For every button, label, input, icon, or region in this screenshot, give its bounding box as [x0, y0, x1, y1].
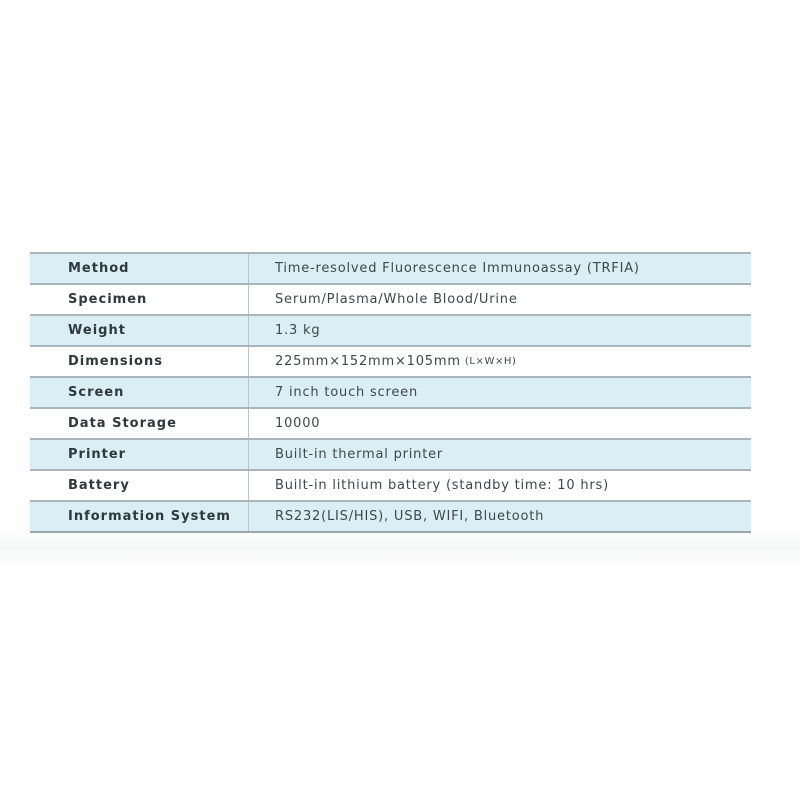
row-label: Screen: [30, 378, 249, 407]
row-label: Printer: [30, 440, 249, 469]
row-value: RS232(LIS/HIS), USB, WIFI, Bluetooth: [275, 509, 545, 524]
row-value: 1.3 kg: [275, 323, 321, 338]
row-label: Specimen: [30, 285, 249, 314]
table-row-battery: [30, 471, 751, 502]
row-value: 7 inch touch screen: [275, 385, 418, 400]
row-label: Method: [30, 254, 249, 283]
row-label: Data Storage: [30, 409, 249, 438]
row-value: 225mm×152mm×105mm: [275, 354, 461, 369]
table-row-information-system: [30, 502, 751, 533]
table-row-specimen: [30, 285, 751, 316]
row-label: Weight: [30, 316, 249, 345]
row-value: Time-resolved Fluorescence Immunoassay (TRFIA): [275, 261, 640, 276]
table-row-method: [30, 254, 751, 285]
row-value: Built-in thermal printer: [275, 447, 444, 462]
table-row-dimensions: [30, 347, 751, 378]
row-value-container: [249, 347, 751, 376]
row-value: Serum/Plasma/Whole Blood/Urine: [275, 292, 518, 307]
table-row-screen: [30, 378, 751, 409]
row-value-suffix: (L×W×H): [464, 356, 517, 367]
spec-table: [30, 252, 751, 533]
row-label: Dimensions: [30, 347, 249, 376]
row-value: 10000: [275, 416, 321, 431]
row-value: Built-in lithium battery (standby time: 10 hrs): [275, 478, 610, 493]
row-label: Battery: [30, 471, 249, 500]
table-row-weight: [30, 316, 751, 347]
row-label: Information System: [30, 502, 249, 531]
table-row-printer: [30, 440, 751, 471]
table-row-data-storage: [30, 409, 751, 440]
background-fade: [0, 528, 800, 570]
